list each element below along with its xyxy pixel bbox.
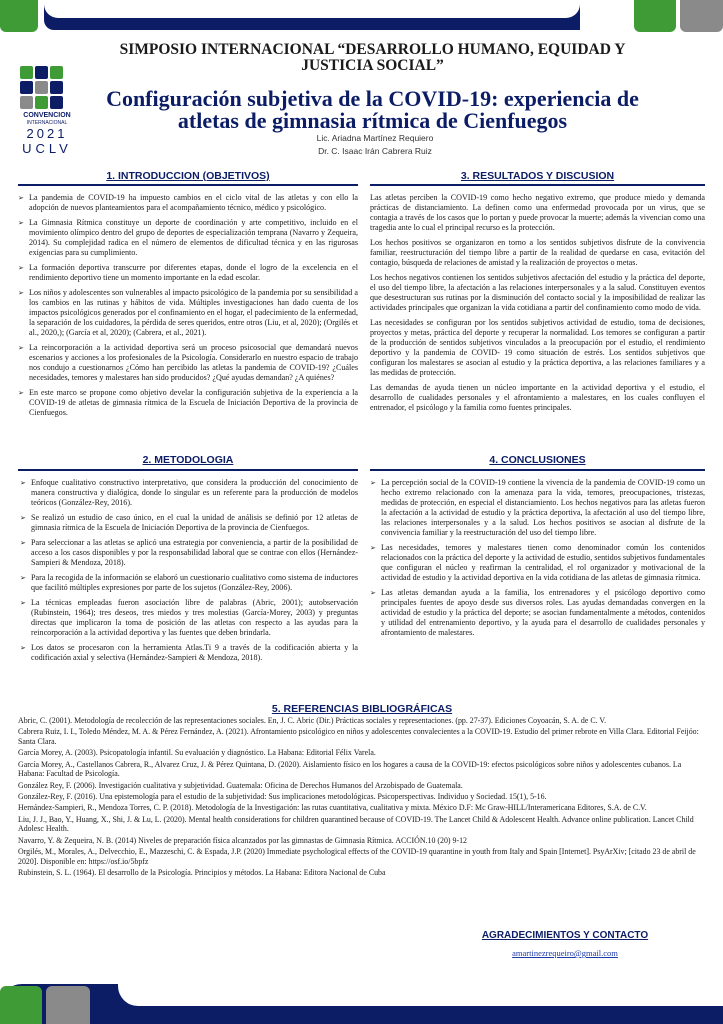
heading-rule xyxy=(370,184,705,186)
logo-line-1: CONVENCION xyxy=(23,112,71,119)
results-paragraph: Los hechos negativos contienen los sentidos subjetivos afectación del estudio y la práctica del deporte, el uso del tiempo libre, la afectación a las relaciones interpersonales y a la salud. Constituyen eventos que desestructuran sus rutinas por la disminución del contacto social y la imposibilidad de realizar las actividades principales que organizan la vida cotidiana a partir del confinamiento como modo de vida. xyxy=(370,273,705,312)
logo-square xyxy=(35,81,48,94)
top-banner-inner xyxy=(44,0,580,18)
reference-item: Rubinstein, S. L. (1964). El desarrollo de la Psicología. Principios y métodos. La Habana: Editora Nacional de Cuba xyxy=(18,868,386,878)
heading-rule xyxy=(18,184,358,186)
intro-bullet: ➢ Los niños y adolescentes son vulnerables al impacto psicológico de la pandemia por su sensibilidad a los cambios en las rutinas y hábitos de vida. Múltiples investigaciones han dado cuenta de los impactos psicológicos generados por el confinamiento en el hogar, el padecimiento de la enfermedad, la separación de los cuidadores, la pérdida de seres queridos, entre otros (Liu, et al, 2020); (Orgilés et al., 2020,); (García et al, 2020); (Cabrera, et al., 2021). xyxy=(18,288,358,338)
logo-square xyxy=(20,81,33,94)
method-bullet: ➢ Enfoque cualitativo constructivo interpretativo, que considera la producción del conocimiento de manera constructiva y dialógica, donde lo singular es un referente para la producción de modelos teóricos (González-Rey, 2016). xyxy=(20,478,358,508)
logo-square xyxy=(20,66,33,79)
intro-bullet: ➢ La formación deportiva transcurre por diferentes etapas, donde el logro de la excelencia en el rendimiento deportivo tiene un momento importante en la edad escolar. xyxy=(18,263,358,283)
methodology-body xyxy=(20,478,358,668)
reference-item: Liu, J. J., Bao, Y., Huang, X., Shi, J. & Lu, L. (2020). Mental health considerations for children quarantined because of COVID-19. The Lancet Child & Adolescent Health. Advance online publication. Lancet Child Adolesc Health. xyxy=(18,814,694,834)
conclusion-bullet: ➢ La percepción social de la COVID-19 contiene la vivencia de la pandemia de COVID-19 como un hecho extremo relacionado con la amenaza para la vida, temores, preocupaciones, tristezas, medidas de protección, en especial el distanciamiento. Los hechos negativos para las atletas fueron la afectación a la actividad de estudio y la práctica deportiva, la afectación al uso del tiempo libre, las relaciones interpersonales y a la salud. Los hechos positivos se asocian al disfrute de la convivencia familiar y la reestructuración del uso del tiempo libre. xyxy=(370,478,705,538)
logo-square xyxy=(35,96,48,109)
results-body xyxy=(370,193,705,418)
results-paragraph: Las demandas de ayuda tienen un núcleo importante en la actividad deportiva y el estudio, el desarrollo de cualidades personales y el afrontamiento a malestares, en los cuales confluyen el entrenador, el psicólogo y la familia como fuentes principales. xyxy=(370,383,705,412)
bottom-banner-inner xyxy=(118,980,723,1006)
logo-square xyxy=(50,66,63,79)
method-bullet: ➢ Para la recogida de la información se elaboró un cuestionario cualitativo como sistema de inductores que facilitó múltiples expresiones por parte de los sujetos (González-Rey, 2006). xyxy=(20,573,358,593)
logo-square xyxy=(35,66,48,79)
intro-bullet: ➢ En este marco se propone como objetivo develar la configuración subjetiva de la experiencia a la COVID-19 de atletas de gimnasia rítmica de la Escuela de Iniciación Deportiva de la provincia de Cienfuegos. xyxy=(18,388,358,418)
logo-square xyxy=(50,96,63,109)
corner-block-green-top-right xyxy=(634,0,676,32)
logo-square xyxy=(50,81,63,94)
contact-heading: AGRADECIMIENTOS Y CONTACTO xyxy=(481,930,649,941)
heading-rule xyxy=(18,469,358,471)
heading-results: 3. RESULTADOS Y DISCUSION xyxy=(460,170,615,182)
reference-item: Hernández-Sampieri, R., Mendoza Torres, C. P. (2018). Metodología de la Investigación: las rutas cuantitativa, cualitativa y mixta. México D.F: Mc Graw-HILL/Interamericana Editores, S.A. de C.V. xyxy=(18,803,647,813)
reference-item: Cabrera Ruiz, I. I., Toledo Méndez, M. A. & Pérez Fernández, A. (2021). Afrontamiento psicológico en niños y adolescentes convalecientes a la COVID-19. Estudio del primer rebrote en Villa Clara. Editorial Feijóo: Santa Clara. xyxy=(18,727,699,747)
conclusions-body xyxy=(370,478,705,643)
heading-references: 5. REFERENCIAS BIBLIOGRÁFICAS xyxy=(271,703,453,715)
reference-item: Abric, C. (2001). Metodología de recolección de las representaciones sociales. En, J. C. Abric (Dir.) Prácticas sociales y representaciones. (pp. 27-37). Ediciones Coyoacán, S. A. de C. V. xyxy=(18,716,607,725)
contact-email-link[interactable]: amartinezrequeiro@gmail.com xyxy=(512,948,618,958)
reference-item: García Morey, A., Castellanos Cabrera, R., Alvarez Cruz, J. & Pérez Quintana, D. (2020). Aislamiento físico en los hogares a causa de la COVID-19: efectos psicológicos sobre niños y adolescentes cubanos. La Habana: Facultad de Psicología. xyxy=(18,759,682,779)
reference-item: Orgilés, M., Morales, A., Delvecchio, E., Mazzeschi, C. & Espada, J.P. (2020) Immediate psychological effects of the COVID-19 quarantine in youth from Italy and Spain [Internet]. PsyArXiv; [citado 23 de abril de 2020]. Disponible en: https://osf.io/5bpfz xyxy=(18,847,696,866)
reference-item: González-Rey, F. (2016). Una epistemología para el estudio de la subjetividad: Sus implicaciones metodológicas. Psicoperspectivas. Individuo y Sociedad. 15(1), 5-16. xyxy=(18,792,547,802)
corner-block-gray-bottom-left xyxy=(46,986,90,1024)
heading-rule xyxy=(370,469,705,471)
symposium-title: SIMPOSIO INTERNACIONAL “DESARROLLO HUMANO, EQUIDAD Y JUSTICIA SOCIAL” xyxy=(119,41,626,74)
introduction-body xyxy=(18,193,358,423)
heading-methodology: 2. METODOLOGIA xyxy=(142,454,234,466)
intro-bullet: ➢ La pandemia de COVID-19 ha impuesto cambios en el ciclo vital de las atletas y con ello la adopción de nuevos planteamientos para el acompañamiento técnico, médico y psicológico. xyxy=(18,193,358,213)
conclusion-bullet: ➢ Las necesidades, temores y malestares tienen como denominador común los contenidos relacionados con la práctica del deporte y la actividad de estudio, sentidos subjetivos fundamentales que configuran el núcleo y reafirman la centralidad, el rol organizador y motivacional de la actividad de estudio y la actividad deportiva en la vida cotidiana de las atletas de gimnasia rítmica. xyxy=(370,543,705,583)
heading-introduction: 1. INTRODUCCION (OBJETIVOS) xyxy=(106,170,270,182)
results-paragraph: Las necesidades se configuran por los sentidos subjetivos actividad de estudio, toma de decisiones, proyectos y metas, práctica del deporte y recuperar la normalidad. Los temores se configuran a partir de la producción de sentidos subjetivos vinculados a la preocupación por el estudio, el rendimiento deportivo y la pandemia de COVID- 19 como situación de estrés. Los sentidos subjetivos que configuran los malestares se asocian al estudio y la práctica deportiva, a las relaciones familiares y a las medidas de protección. xyxy=(370,318,705,377)
conclusion-bullet: ➢ Las atletas demandan ayuda a la familia, los entrenadores y el psicólogo deportivo como principales fuentes de apoyo desde sus diversos roles. Las ayudas demandadas convergen en la actividad de estudio y la práctica del deporte; se asocian fundamentalmente a métodos, contenidos y utilidad del entrenamiento deportivo, y la ayuda para el desarrollo de cualidades personales y afrontamiento de malestares. xyxy=(370,588,705,638)
corner-block-green-top-left xyxy=(0,0,38,32)
corner-block-green-bottom-left xyxy=(0,986,42,1024)
author-1: Lic. Ariadna Martínez Requiero xyxy=(316,133,434,143)
method-bullet: ➢ Se realizó un estudio de caso único, en el cual la unidad de análisis se definió por 12 atletas de gimnasia rítmica de la Escuela de Iniciación Deportiva de la provincia de Cienfuegos. xyxy=(20,513,358,533)
logo-square xyxy=(20,96,33,109)
references-list xyxy=(18,716,706,879)
reference-item: González Rey, F. (2006). Investigación cualitativa y subjetividad. Guatemala: Oficina de Derechos Humanos del Arzobispado de Guatemala. xyxy=(18,780,463,790)
method-bullet: ➢ Para seleccionar a las atletas se aplicó una estrategia por conveniencia, a partir de la posibilidad de acceso a los casos disponibles y por la responsabilidad laboral que se contrae con ellos (Hernández-Sampieri & Mendoza, 2018). xyxy=(20,538,358,568)
poster-title: Configuración subjetiva de la COVID-19: experiencia de atletas de gimnasia rítmica de Cienfuegos xyxy=(106,86,639,133)
method-bullet: ➢ Los datos se procesaron con la herramienta Atlas.Ti 9 a través de la codificación abierta y la codificación axial y selectiva (Hernández-Sampieri & Mendoza, 2018). xyxy=(20,643,358,663)
results-paragraph: Las atletas perciben la COVID-19 como hecho negativo extremo, que produce miedo y demanda prácticas de distanciamiento. La definen como una enfermedad provocada por un virus, que se contagia a través de los casos que lo portan y puede provocar la muerte; además la vivencian como una tragedia ante lo cual el principal recurso es la protección. xyxy=(370,193,705,232)
logo-acronym: UCLV xyxy=(22,141,72,156)
author-2: Dr. C. Isaac Irán Cabrera Ruiz xyxy=(318,146,432,156)
method-bullet: ➢ La técnicas empleadas fueron asociación libre de palabras (Abric, 2001); autobservación (Rubinstein, 1964); tres deseos, tres miedos y tres molestias (García-Morey, 2003) y preguntas directas que implicaron la toma de posición de las atletas con respecto a las ayudas para la reincorporación a la actividad deportiva y las fuentes que deben brindarla. xyxy=(20,598,358,638)
corner-block-gray-top-right xyxy=(680,0,723,32)
intro-bullet: ➢ La Gimnasia Rítmica constituye un deporte de coordinación y arte competitivo, incluido en el movimiento olímpico dentro del grupo de deportes de especialización temprana (Navarro y Zequeira, 2014). Su complejidad radica en el número de elementos de dificultad técnica y en las rigurosas exigencias para su cumplimiento. xyxy=(18,218,358,258)
logo-year: 2021 xyxy=(26,126,68,141)
intro-bullet: ➢ La reincorporación a la actividad deportiva será un proceso psicosocial que demandará nuevos escenarios y acciones a los profesionales de la Psicología. Considerarlo en nuestro espacio de trabajo nos condujo a cuestionarnos ¿Cómo han percibido las atletas la pandemia de COVID-19? ¿Cuáles necesidades, temores y malestares han sido producidos? ¿Qué ayudas demandan? ¿A quiénes? xyxy=(18,343,358,383)
heading-conclusions: 4. CONCLUSIONES xyxy=(489,454,586,466)
results-paragraph: Los hechos positivos se organizaron en torno a los sentidos subjetivos disfrute de la convivencia familiar, reestructuración del tiempo libre a partir de la realidad de quedarse en casa, evitación del contagio, búsqueda de relaciones de amistad y la realización de proyectos o metas. xyxy=(370,238,705,267)
reference-item: Navarro, Y. & Zequeira, N. B. (2014) Niveles de preparación física alcanzados por las gimnastas de Gimnasia Rítmica. ACCIÓN.10 (20) 9-12 xyxy=(18,835,467,845)
reference-item: García Morey, A. (2003). Psicopatología infantil. Su evaluación y diagnóstico. La Habana: Editorial Félix Varela. xyxy=(18,748,376,758)
logo-line-2: INTERNACIONAL xyxy=(26,120,68,126)
